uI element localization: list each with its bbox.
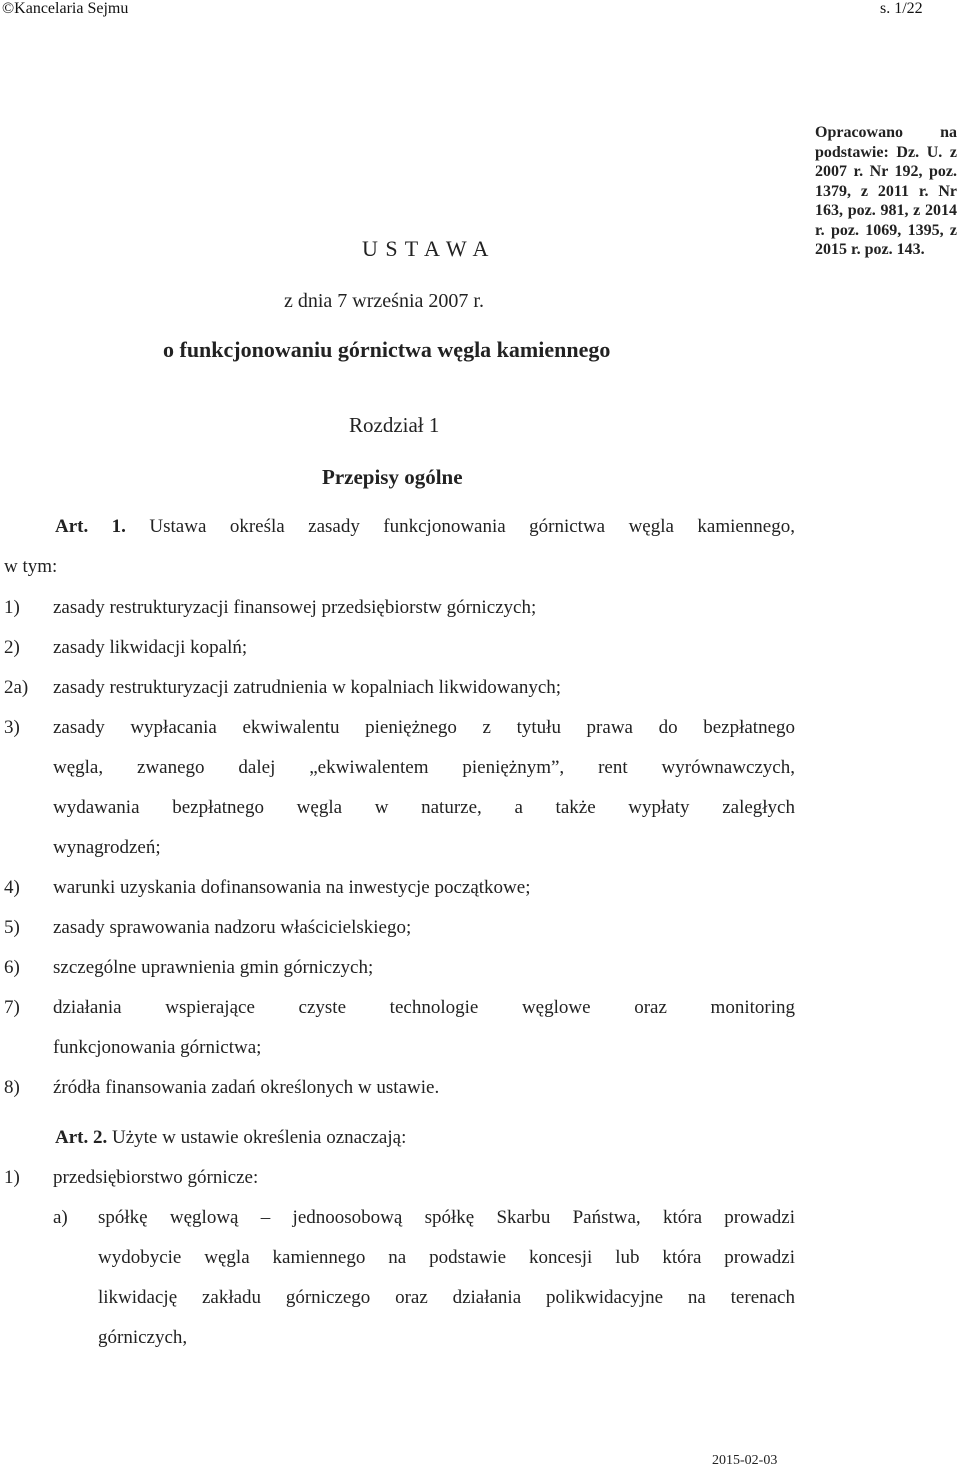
art1-intro-text: Ustawa określa zasady funkcjonowania górnictwa węgla kamiennego, bbox=[149, 516, 795, 537]
art1-item-line: warunki uzyskania dofinansowania na inwestycje początkowe; bbox=[53, 877, 531, 898]
art2-subitem-line: spółkę węglową – jednoosobową spółkę Skarbu Państwa, która prowadzi bbox=[98, 1207, 795, 1228]
art2-subitem-line: wydobycie węgla kamiennego na podstawie koncesji lub która prowadzi bbox=[98, 1247, 795, 1268]
art1-item-number: 5) bbox=[4, 917, 20, 938]
act-date: z dnia 7 września 2007 r. bbox=[284, 290, 484, 312]
art1-item-line: zasady restrukturyzacji finansowej przedsiębiorstw górniczych; bbox=[53, 597, 537, 618]
document-date: 2015-02-03 bbox=[712, 1453, 778, 1468]
art1-item-line: wydawania bezpłatnego węgla w naturze, a także wypłaty zaległych bbox=[53, 797, 795, 818]
art1-item-line: zasady sprawowania nadzoru właścicielskiego; bbox=[53, 917, 412, 938]
art1-item-line: węgla, zwanego dalej „ekwiwalentem pieniężnym”, rent wyrównawczych, bbox=[53, 757, 795, 778]
art1-heading: Art. 1. bbox=[55, 516, 126, 537]
art1-item-number: 8) bbox=[4, 1077, 20, 1098]
chapter-title: Przepisy ogólne bbox=[322, 465, 463, 489]
act-title: o funkcjonowaniu górnictwa węgla kamiennego bbox=[163, 337, 611, 362]
art1-item-line: działania wspierające czyste technologie węglowe oraz monitoring bbox=[53, 997, 795, 1018]
art2-item-number: 1) bbox=[4, 1167, 20, 1188]
art2-intro-text: Użyte w ustawie określenia oznaczają: bbox=[111, 1127, 407, 1148]
art1-intro-line bbox=[55, 516, 795, 538]
art1-item-number: 4) bbox=[4, 877, 20, 898]
chapter-label: Rozdział 1 bbox=[349, 413, 440, 437]
basis-note: Opracowano na podstawie: Dz. U. z 2007 r. Nr 192, poz. 1379, z 2011 r. Nr 163, poz. 981, z 2014 r. poz. 1069, 1395, z 2015 r. poz. 143. bbox=[815, 124, 957, 258]
art1-item-line: zasady likwidacji kopalń; bbox=[53, 637, 248, 658]
art2-subitem-line: górniczych, bbox=[98, 1327, 188, 1348]
art1-item-line: zasady restrukturyzacji zatrudnienia w kopalniach likwidowanych; bbox=[53, 677, 562, 698]
publisher-label: ©Kancelaria Sejmu bbox=[2, 0, 129, 17]
art1-intro-cont: w tym: bbox=[4, 556, 58, 577]
art2-subitem-line: likwidację zakładu górniczego oraz działania polikwidacyjne na terenach bbox=[98, 1287, 795, 1308]
art1-item-number: 7) bbox=[4, 997, 20, 1018]
art2-item-text: przedsiębiorstwo górnicze: bbox=[53, 1167, 259, 1188]
art1-item-line: szczególne uprawnienia gmin górniczych; bbox=[53, 957, 374, 978]
art2-intro-line bbox=[55, 1127, 406, 1149]
art1-item-line: zasady wypłacania ekwiwalentu pieniężnego z tytułu prawa do bezpłatnego bbox=[53, 717, 795, 738]
art1-item-line: źródła finansowania zadań określonych w ustawie. bbox=[53, 1077, 440, 1098]
art1-item-number: 2) bbox=[4, 637, 20, 658]
art1-item-number: 3) bbox=[4, 717, 20, 738]
art1-item-line: funkcjonowania górnictwa; bbox=[53, 1037, 262, 1058]
art1-item-number: 1) bbox=[4, 597, 20, 618]
page-number: s. 1/22 bbox=[880, 0, 923, 17]
art1-item-number: 6) bbox=[4, 957, 20, 978]
art2-heading: Art. 2. bbox=[55, 1127, 108, 1148]
art1-item-line: wynagrodzeń; bbox=[53, 837, 161, 858]
art1-item-number: 2a) bbox=[4, 677, 29, 698]
art2-subitem-letter: a) bbox=[53, 1207, 68, 1228]
act-type: U S T A W A bbox=[362, 236, 490, 261]
